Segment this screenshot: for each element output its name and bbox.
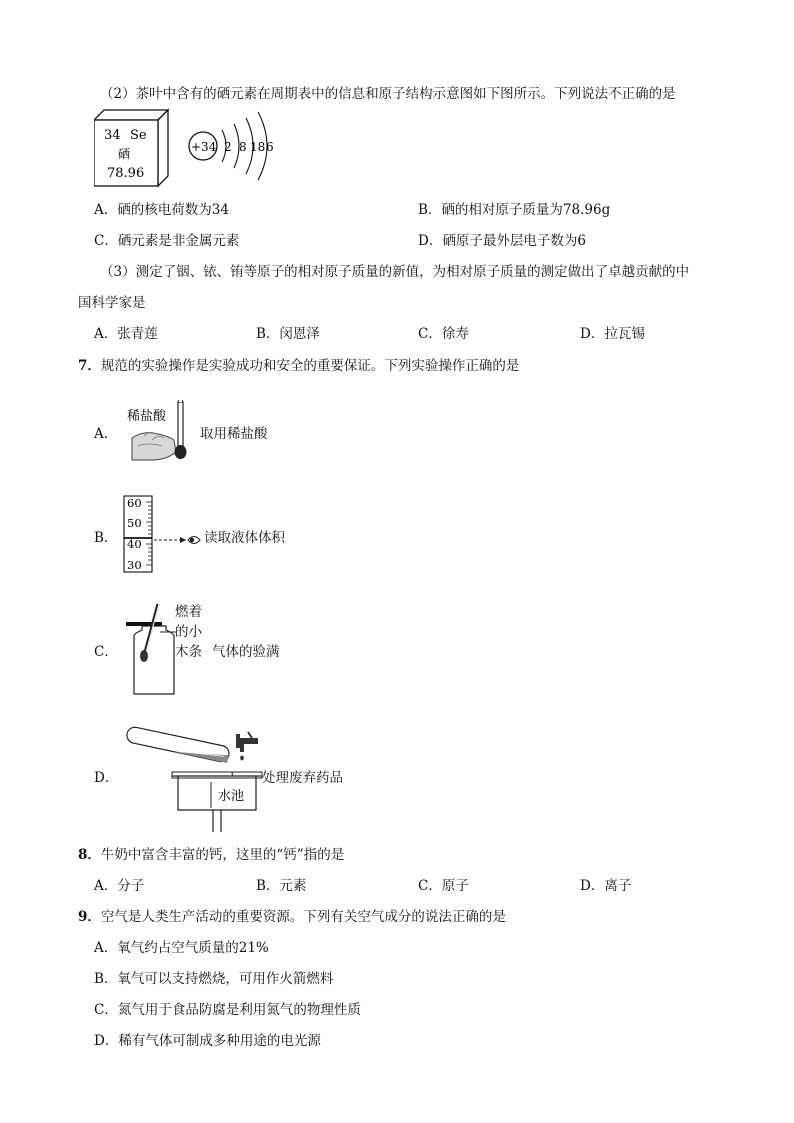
element-name: 硒 [118, 147, 131, 161]
option-text: 徐寿 [441, 326, 469, 342]
option-text: 硒的核电荷数为34 [117, 202, 229, 218]
question-number: 7． [78, 358, 101, 374]
option-label: B． [418, 202, 442, 218]
eye-icon [188, 537, 200, 544]
q6-2-option-c[interactable] [94, 229, 239, 249]
q9-option-d[interactable] [94, 1029, 321, 1049]
tick-40: 40 [127, 537, 142, 551]
dropper-figure [122, 400, 202, 470]
option-text: 氧气可以支持燃烧，可用作火箭燃料 [117, 971, 334, 987]
shell-2-count: 8 [239, 140, 247, 154]
q6-2-stem: （2）茶叶中含有的硒元素在周期表中的信息和原子结构示意图如下图所示。下列说法不正确的是 [100, 86, 676, 102]
q9-option-b[interactable] [94, 967, 333, 987]
option-text: 分子 [117, 878, 145, 894]
shell-4-count: 6 [266, 140, 274, 154]
q8-option-d[interactable] [580, 874, 631, 894]
q8-option-a[interactable] [94, 874, 144, 894]
q7-option-b[interactable] [94, 526, 117, 546]
element-number: 34 [104, 128, 121, 143]
question-number: 8． [78, 847, 101, 863]
q7-a-caption: 取用稀盐酸 [200, 426, 268, 442]
option-text: 硒的相对原子质量为78.96g [441, 202, 611, 218]
q7-c-caption: 气体的验满 [212, 644, 280, 660]
atom-structure-diagram [189, 112, 274, 180]
option-label: A． [94, 326, 118, 342]
q6-3-stem-line1: （3）测定了铟、铱、铕等原子的相对原子质量的新值，为相对原子质量的测定做出了卓越贡献的中 [100, 264, 690, 280]
q9-stem [78, 905, 506, 925]
tick-60: 60 [127, 496, 142, 510]
option-text: 氮气用于食品防腐是利用氮气的物理性质 [117, 1002, 361, 1018]
q6-3-option-b[interactable] [256, 322, 320, 342]
option-label: D． [580, 326, 605, 342]
q8-option-b[interactable] [256, 874, 306, 894]
q7-stem [78, 354, 519, 374]
option-text: 拉瓦锡 [604, 326, 645, 342]
q7-option-a[interactable] [94, 422, 117, 442]
q6-2-option-b[interactable] [418, 198, 610, 218]
q7-option-d[interactable] [94, 766, 118, 786]
option-label: B． [94, 971, 118, 987]
splint-label-line3: 木条 [175, 644, 202, 660]
dropper-label: 稀盐酸 [127, 409, 167, 424]
q6-3-option-a[interactable] [94, 322, 158, 342]
option-label: C． [94, 233, 118, 249]
sink-label: 水池 [218, 789, 245, 804]
q6-2-option-d[interactable] [418, 229, 586, 249]
option-label: B． [94, 530, 118, 546]
option-label: D． [580, 878, 605, 894]
question-text: 规范的实验操作是实验成功和安全的重要保证。下列实验操作正确的是 [100, 358, 520, 374]
option-text: 元素 [279, 878, 307, 894]
option-label: D． [418, 233, 443, 249]
question-number: 9． [78, 909, 101, 925]
q6-3-stem-line2: 国科学家是 [78, 295, 146, 311]
q6-3-option-c[interactable] [418, 322, 469, 342]
q9-option-c[interactable] [94, 998, 361, 1018]
tick-50: 50 [127, 516, 142, 530]
shell-3-count: 18 [250, 140, 266, 154]
option-text: 硒原子最外层电子数为6 [442, 233, 586, 249]
option-label: D． [94, 1033, 119, 1049]
option-label: A． [94, 426, 118, 442]
q6-2-option-a[interactable] [94, 198, 229, 218]
q7-d-caption: 处理废弃药品 [262, 770, 343, 786]
option-text: 闵恩泽 [279, 326, 320, 342]
option-label: A． [94, 940, 118, 956]
question-text: 空气是人类生产活动的重要资源。下列有关空气成分的说法正确的是 [100, 909, 506, 925]
option-text: 氧气约占空气质量的21% [117, 940, 269, 956]
option-text: 原子 [441, 878, 469, 894]
nucleus-charge: +34 [191, 140, 217, 154]
option-label: C． [418, 878, 442, 894]
option-label: B． [256, 326, 280, 342]
selenium-figure [94, 108, 294, 188]
option-label: C． [94, 1002, 118, 1018]
option-label: A． [94, 878, 118, 894]
option-label: C． [418, 326, 442, 342]
element-card [94, 110, 168, 186]
splint-label-line2: 的小 [175, 624, 202, 640]
waste-disposal-figure [116, 724, 266, 834]
option-label: C． [94, 644, 118, 660]
option-label: A． [94, 202, 118, 218]
splint-label-line1: 燃着 [175, 604, 202, 620]
option-text: 离子 [604, 878, 632, 894]
option-text: 硒元素是非金属元素 [117, 233, 240, 249]
option-label: B． [256, 878, 280, 894]
q8-stem [78, 843, 344, 863]
q8-option-c[interactable] [418, 874, 469, 894]
question-text: 牛奶中富含丰富的钙，这里的“钙”指的是 [100, 847, 345, 863]
q7-b-caption: 读取液体体积 [204, 530, 285, 546]
graduated-cylinder-figure [118, 492, 208, 576]
q7-option-c[interactable] [94, 640, 118, 660]
q9-option-a[interactable] [94, 936, 269, 956]
element-symbol: Se [130, 128, 147, 143]
option-text: 张青莲 [117, 326, 158, 342]
option-text: 稀有气体可制成多种用途的电光源 [118, 1033, 321, 1049]
shell-1-count: 2 [224, 140, 232, 154]
option-label: D． [94, 770, 119, 786]
faucet-icon [236, 732, 258, 761]
element-mass: 78.96 [107, 166, 145, 181]
q6-3-option-d[interactable] [580, 322, 645, 342]
tick-30: 30 [127, 558, 142, 572]
